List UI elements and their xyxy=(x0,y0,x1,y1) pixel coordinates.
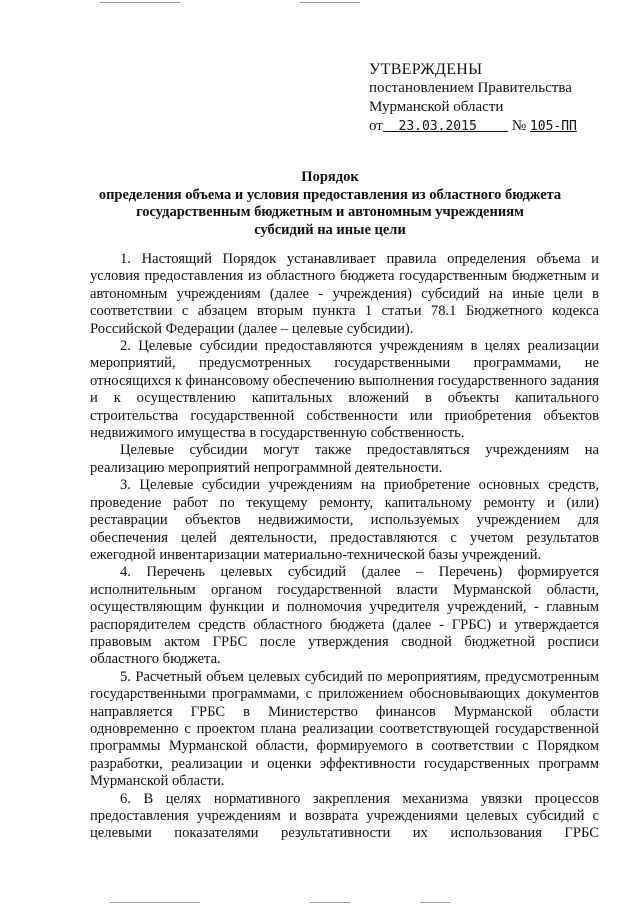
paragraph: 5. Расчетный объем целевых субсидий по мероприятиям, предусмотренным государственными программами, с приложением обосновывающих документов направляется ГРБС в Министерство финансов Мурманской области одновременно с проектом плана реализации соответствующей государственной программы Мурманской области, формируемого в соответствии с Порядком разработки, реализации и оценки эффективности государственных программ Мурманской области. xyxy=(90,668,599,790)
approval-line: Мурманской области xyxy=(369,99,504,115)
approval-date-line xyxy=(369,117,577,136)
paragraph: 6. В целях нормативного закрепления механизма увязки процессов предоставления учреждениям и возврата учреждениями целевых субсидий с целевыми показателями результативности их использования ГРБС xyxy=(90,790,599,842)
document-title xyxy=(70,169,590,239)
title-line: Порядок xyxy=(301,169,359,185)
approval-number: 105-ПП xyxy=(529,119,577,134)
paragraph: 1. Настоящий Порядок устанавливает правила определения объема и условия предоставления из областного бюджета государственным бюджетным и автономным учреждениям (далее - учреждения) субсидий на иные цели в соответствии с абзацем вторым пункта 1 статьи 78.1 Бюджетного кодекса Российской Федерации (далее – целевые субсидии). xyxy=(90,251,599,337)
document-body xyxy=(90,251,599,843)
number-prefix: № xyxy=(511,118,527,134)
title-line: субсидий на иные цели xyxy=(254,221,406,238)
title-line: определения объема и условия предоставления из областного бюджета xyxy=(98,186,562,203)
paragraph: 3. Целевые субсидии учреждениям на приобретение основных средств, проведение работ по текущему ремонту, капитальному ремонту и (или) реставрации объектов недвижимости, используемых учреждением для обеспечения целей деятельности, предоставляются с учетом результатов ежегодной инвентаризации материально-технической базы учреждений. xyxy=(90,477,599,563)
title-line: государственным бюджетным и автономным учреждениям xyxy=(136,204,524,220)
approval-stamp xyxy=(369,60,577,136)
approval-date: 23.03.2015 xyxy=(398,119,477,134)
paragraph: 4. Перечень целевых субсидий (далее – Перечень) формируется исполнительным органом государственной власти Мурманской области, осуществляющим функции и полномочия учредителя учреждений, - главным распорядителем средств областного бюджета (далее - ГРБС) и утверждается правовым актом ГРБС после утверждения сводной бюджетной росписи областного бюджета. xyxy=(90,564,599,668)
paragraph: 2. Целевые субсидии предоставляются учреждениям в целях реализации мероприятий, предусмотренных государственными программами, не относящихся к финансовому обеспечению выполнения государственного задания и к осуществлению капитальных вложений в объекты капитального строительства государственной собственности или приобретения объектов недвижимого имущества в государственную собственность. xyxy=(90,338,599,442)
paragraph: Целевые субсидии могут также предоставляться учреждениям на реализацию мероприятий непрограммной деятельности. xyxy=(90,442,599,476)
date-prefix: от xyxy=(369,118,383,134)
scan-artifact-bottom xyxy=(110,902,200,903)
scan-artifact-bottom xyxy=(310,902,350,903)
scan-artifact-top xyxy=(100,2,180,3)
scan-artifact-bottom xyxy=(420,902,450,903)
scan-artifact-top xyxy=(300,2,360,3)
approval-line: постановлением Правительства xyxy=(369,80,572,96)
approval-heading: УТВЕРЖДЕНЫ xyxy=(369,61,483,78)
